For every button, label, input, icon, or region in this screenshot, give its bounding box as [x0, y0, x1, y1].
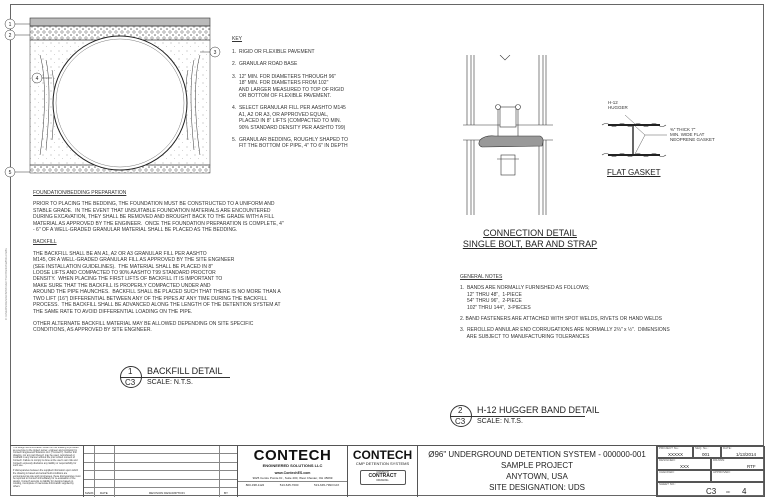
- drawing-title: Ø96" UNDERGROUND DETENTION SYSTEM - 000000-001: [428, 450, 646, 459]
- key-heading: KEY: [232, 36, 243, 42]
- checked-label: CHECKED:: [659, 470, 675, 474]
- callout-1: 1: [8, 22, 12, 28]
- neoprene-gasket-label: ⅜" THICK 7" MIN. WIDE FLAT NEOPRENE GASKET: [670, 127, 715, 142]
- phone-1: 800-338-1122: [245, 483, 265, 488]
- backfill-body: THE BACKFILL SHALL BE AN A1, A2 OR A3 GRANULAR FILL PER AASHTO M145, OR A WELL-GRADED GRANULAR FILL AS APPROVED BY THE SITE ENGINEER (SEE INSTALLATION GUIDELINES). THE MATERIAL SHALL BE PLACED IN 8" LOOSE LIFTS AND COMPACTED TO 90% AASHTO T99 STANDARD PROCTOR DENSITY. WHEN PLACING THE FIRST LIFTS OF BACKFILL IT IS IMPORTANT TO MAKE SURE THAT THE BACKFILL IS PROPERLY COMPACTED UNDER AND AROUND THE PIPE HAUNCHES. BACKFILL SHALL BE PLACED SUCH THAT THERE IS NO MORE THAN A TWO LIFT (16") DIFFERENTIAL BETWEEN ANY OF THE PIPES AT ANY TIME DURING THE BACKFILL PROCESS. THE BACKFILL SHALL BE ADVANCED ALONG THE LENGTH OF THE DETENTION SYSTEM AT THE SAME RATE TO AVOID DIFFERENTIAL LOADING ON THE PIPE.: [33, 250, 281, 315]
- general-note: 2. BAND FASTENERS ARE ATTACHED WITH SPOT WELDS, RIVETS OR HAND WELDS: [460, 316, 662, 323]
- detail-scale: SCALE: N.T.S.: [147, 379, 193, 386]
- detail-sheet: C3: [455, 417, 466, 426]
- address: 9025 Centre Pointe Dr., Suite 400, West Chester, OH 45069: [238, 477, 347, 482]
- contract-drawing-stamp: [360, 470, 406, 486]
- title-block: [10, 445, 764, 496]
- sheet-no: C3: [706, 487, 717, 496]
- project-location: ANYTOWN, USA: [506, 472, 568, 481]
- website: www.ContechES.com: [274, 470, 311, 475]
- seq-no: 001: [702, 452, 710, 457]
- sheet-of: OF: [726, 490, 731, 494]
- stamp-top: CONTECH: [376, 470, 389, 474]
- file-path: C:\USERS\DESIGN\PROJECT\UDS\DRAWING.DWG: [4, 248, 8, 320]
- detail-title: BACKFILL DETAIL: [147, 366, 223, 376]
- detail-number: 1: [128, 367, 133, 376]
- hugger-label: H-12 HUGGER: [608, 100, 628, 110]
- project-no-label: PROJECT No.:: [659, 446, 680, 450]
- designed-label: DESIGNED:: [659, 458, 676, 462]
- phone-2: 513-645-7000: [279, 483, 299, 488]
- backfill-heading: BACKFILL: [33, 239, 57, 246]
- general-note: 3. REROLLED ANNULAR END CORRUGATIONS ARE NORMALLY 2⅔" x ½". DIMENSIONS ARE SUBJECT TO MANUFACTURING TOLERANCES: [460, 327, 670, 340]
- detail-label-hugger: [450, 405, 610, 429]
- disclaimer: The design and information shown on this drawing is provided as a service to the project owner, engineer and contractor by Contech Engineered Solutions LLC ("Contech"). Neither this drawing, nor any part thereof, may be used, reproduced or modified in any manner without the prior written consent of Contech. Failure to comply is done at the user's own risk and Contech expressly disclaims any liability or responsibility for such use. If discrepancies between the supplied information upon which the drawing is based and actual field conditions are encountered as site work progresses, these discrepancies must be reported to Contech immediately for re-evaluation of the design. Contech accepts no liability for designs based on missing, incomplete or inaccurate information supplied by others.: [13, 447, 81, 488]
- rev-header-by: BY: [224, 491, 229, 495]
- date: 1/13/2014: [736, 452, 757, 457]
- contech-logo: CONTECH: [352, 448, 413, 462]
- detail-number: 2: [458, 406, 463, 415]
- logo-subtitle: ENGINEERED SOLUTIONS LLC: [262, 463, 323, 468]
- general-notes-heading: GENERAL NOTES: [460, 274, 503, 280]
- contech-logo: CONTECH: [253, 447, 332, 464]
- sheet-label: SHEET NO.:: [659, 482, 676, 486]
- contech-cmp-logo-block: [348, 446, 418, 497]
- key-item: 1. RIGID OR FLEXIBLE PAVEMENT: [232, 49, 315, 55]
- site-designation: SITE DESIGNATION: UDS: [489, 483, 585, 492]
- project-no: XXXXX: [668, 452, 684, 457]
- key-list: [232, 49, 348, 150]
- project-info-grid: [656, 446, 764, 497]
- connection-detail-drawing: [455, 55, 565, 215]
- detail-sheet: C3: [125, 378, 136, 387]
- flat-gasket-drawing: [600, 115, 670, 165]
- connection-title-line1: CONNECTION DETAIL: [483, 228, 577, 238]
- stamp-bottom: DRAWING: [376, 479, 389, 483]
- general-notes: [460, 274, 670, 340]
- key-item: 2. GRANULAR ROAD BASE: [232, 61, 298, 68]
- project-name: SAMPLE PROJECT: [500, 461, 573, 470]
- drawn: RTF: [747, 464, 756, 469]
- key-item: 4. SELECT GRANULAR FILL PER AASHTO M145 A1, A2 OR A3, OR APPROVED EQUAL, PLACED IN 8" LIFTS (COMPACTED TO MIN. 90% STANDARD DENSITY PER AASHTO T99): [232, 105, 346, 131]
- stamp-main: CONTRACT: [368, 473, 397, 480]
- designed: XXX: [680, 464, 690, 469]
- backfill-notes: [33, 190, 284, 334]
- detail-title: H-12 HUGGER BAND DETAIL: [477, 405, 600, 415]
- seq-label: SEQ. No.:: [695, 446, 709, 450]
- backfill-section-drawing: [0, 0, 230, 190]
- drawn-label: DRAWN:: [713, 458, 726, 462]
- general-note: 1. BANDS ARE NORMALLY FURNISHED AS FOLLOWS; 12" THRU 48", 1-PIECE 54" THRU 96", 2-PIECE 102" THRU 144", 3-PIECES: [460, 285, 590, 311]
- fax: 513-645-7993 FAX: [314, 483, 340, 488]
- flat-gasket-title: FLAT GASKET: [607, 168, 661, 177]
- callout-4: 4: [35, 76, 39, 82]
- revision-table: [83, 446, 238, 497]
- rev-header-mark: MARK: [85, 491, 94, 495]
- backfill-other: OTHER ALTERNATE BACKFILL MATERIAL MAY BE ALLOWED DEPENDING ON SITE SPECIFIC CONDITIONS, AS APPROVED BY SITE ENGINEER.: [33, 320, 254, 334]
- project-title-block: [418, 449, 656, 493]
- logo-subtitle: CMP DETENTION SYSTEMS: [355, 461, 410, 466]
- foundation-heading: FOUNDATION/BEDDING PREPARATION: [33, 190, 127, 196]
- callout-5: 5: [8, 170, 12, 176]
- connection-detail-title: [450, 228, 610, 250]
- date-label: DATE:: [723, 446, 732, 450]
- key-item: 5. GRANULAR BEDDING, ROUGHLY SHAPED TO FIT THE BOTTOM OF PIPE, 4" TO 6" IN DEPTH: [232, 137, 349, 150]
- key-item: 3. 12" MIN. FOR DIAMETERS THROUGH 96" 18" MIN. FOR DIAMETERS FROM 102" AND LARGER MEASURED TO TOP OF RIGID OR BOTTOM OF FLEXIBLE PAVEMENT.: [232, 73, 345, 100]
- detail-scale: SCALE: N.T.S.: [477, 418, 523, 425]
- contech-es-logo-block: [238, 446, 348, 497]
- connection-title-line2: SINGLE BOLT, BAR AND STRAP: [462, 239, 598, 249]
- callout-3: 3: [213, 50, 217, 56]
- rev-header-date: DATE: [100, 491, 108, 495]
- detail-label-backfill: [120, 366, 240, 390]
- sheet-total: 4: [742, 487, 747, 496]
- callout-2: 2: [8, 33, 12, 39]
- approved-label: APPROVED:: [713, 470, 731, 474]
- foundation-body: PRIOR TO PLACING THE BEDDING, THE FOUNDATION MUST BE CONSTRUCTED TO A UNIFORM AND STABLE GRADE. IN THE EVENT THAT UNSUITABLE FOUNDATION MATERIALS ARE ENCOUNTERED DURING EXCAVATION, THEY SHALL BE REMOVED AND BROUGHT BACK TO THE GRADE WITH A FILL MATERIAL AS APPROVED BY THE ENGINEER. ONCE THE FOUNDATION PREPARATION IS COMPLETE, 4" - 6" OF A WELL-GRADED GRANULAR MATERIAL SHALL BE PLACED AS THE BEDDING.: [33, 201, 284, 234]
- rev-header-description: REVISION DESCRIPTION: [149, 491, 185, 495]
